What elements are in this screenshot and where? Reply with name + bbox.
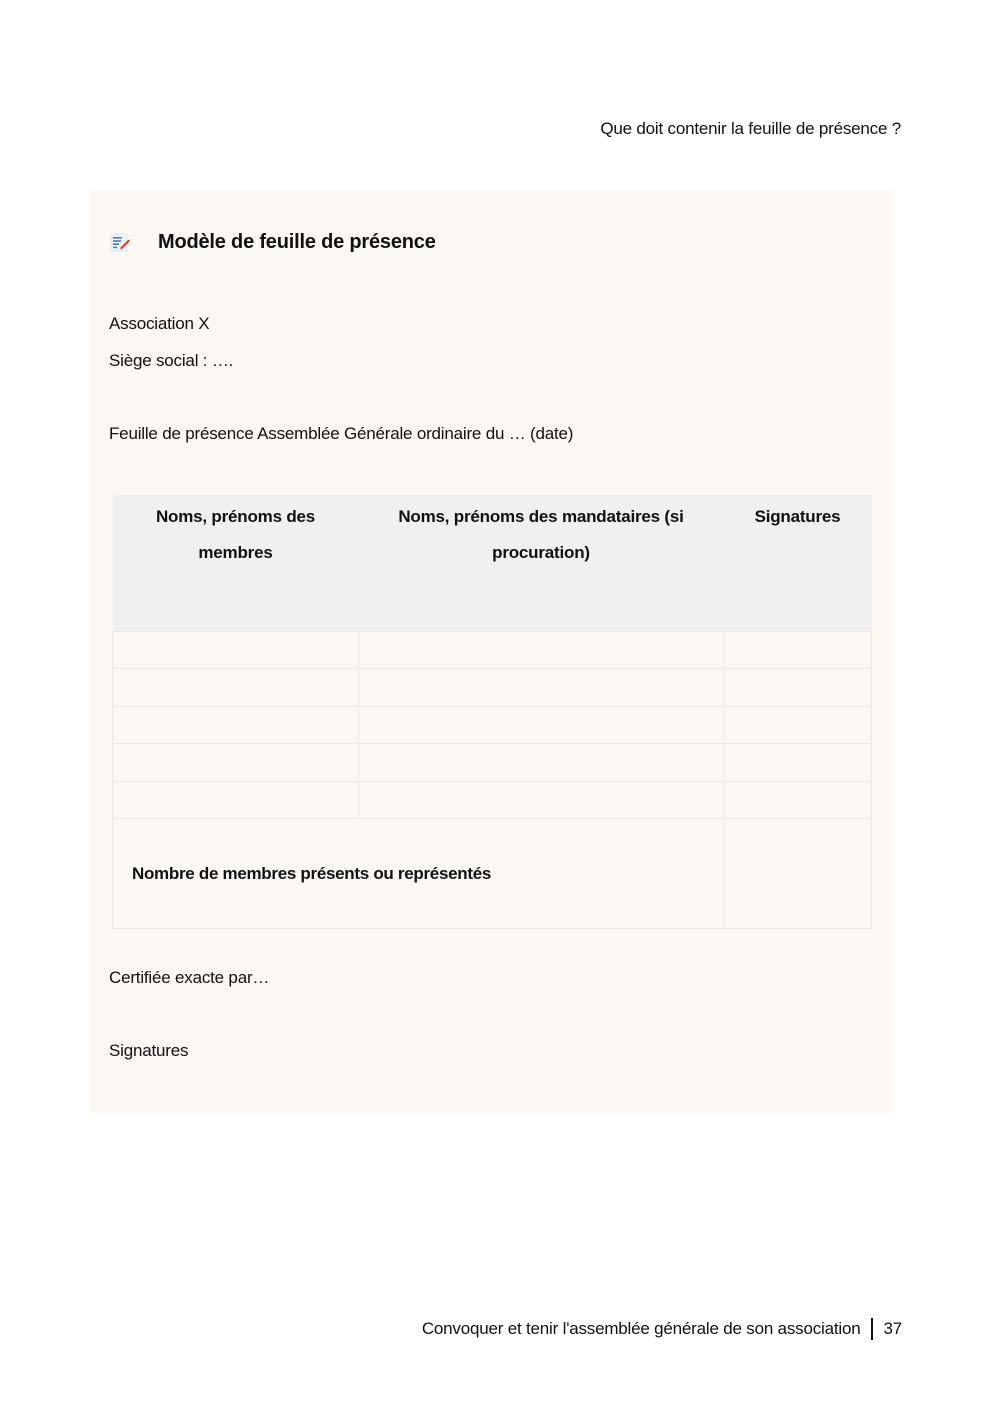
table-cell	[724, 631, 872, 669]
table-cell	[724, 744, 872, 782]
siege-line: Siège social : ….	[109, 351, 234, 370]
table-cell	[113, 744, 359, 782]
feuille-line: Feuille de présence Assemblée Générale ordinaire du … (date)	[109, 424, 574, 443]
table-cell	[359, 669, 724, 707]
page-number: 37	[883, 1319, 902, 1338]
table-cell	[724, 669, 872, 707]
running-header: Que doit contenir la feuille de présence ?	[600, 119, 901, 138]
table-row	[113, 744, 872, 782]
box-title: Modèle de feuille de présence	[158, 230, 436, 253]
table-cell	[113, 706, 359, 744]
certified-line: Certifiée exacte par…	[109, 968, 270, 987]
table-cell	[359, 706, 724, 744]
page-footer	[422, 1318, 902, 1340]
table-cell	[113, 781, 359, 819]
footer-separator	[871, 1318, 873, 1340]
table-header-row	[113, 495, 872, 631]
total-value-cell	[724, 819, 872, 929]
presence-table	[112, 495, 872, 929]
table-row	[113, 631, 872, 669]
column-header-proxies: Noms, prénoms des mandataires (si procuration)	[359, 495, 724, 631]
table-cell	[113, 631, 359, 669]
column-header-members: Noms, prénoms des membres	[113, 495, 359, 631]
column-header-signatures: Signatures	[724, 495, 872, 631]
total-label: Nombre de membres présents ou représentés	[113, 819, 724, 929]
table-cell	[359, 744, 724, 782]
footer-doc-title: Convoquer et tenir l'assemblée générale de son association	[421, 1319, 861, 1338]
table-row	[113, 781, 872, 819]
table-row	[113, 706, 872, 744]
table-cell	[359, 631, 724, 669]
association-line: Association X	[109, 314, 210, 333]
table-cell	[113, 669, 359, 707]
table-row	[113, 669, 872, 707]
total-row	[113, 819, 872, 929]
template-box	[90, 190, 893, 1113]
table-cell	[359, 781, 724, 819]
memo-icon	[109, 231, 131, 253]
table-cell	[724, 706, 872, 744]
box-title-row	[109, 228, 436, 256]
table-cell	[724, 781, 872, 819]
signatures-line: Signatures	[109, 1041, 189, 1060]
